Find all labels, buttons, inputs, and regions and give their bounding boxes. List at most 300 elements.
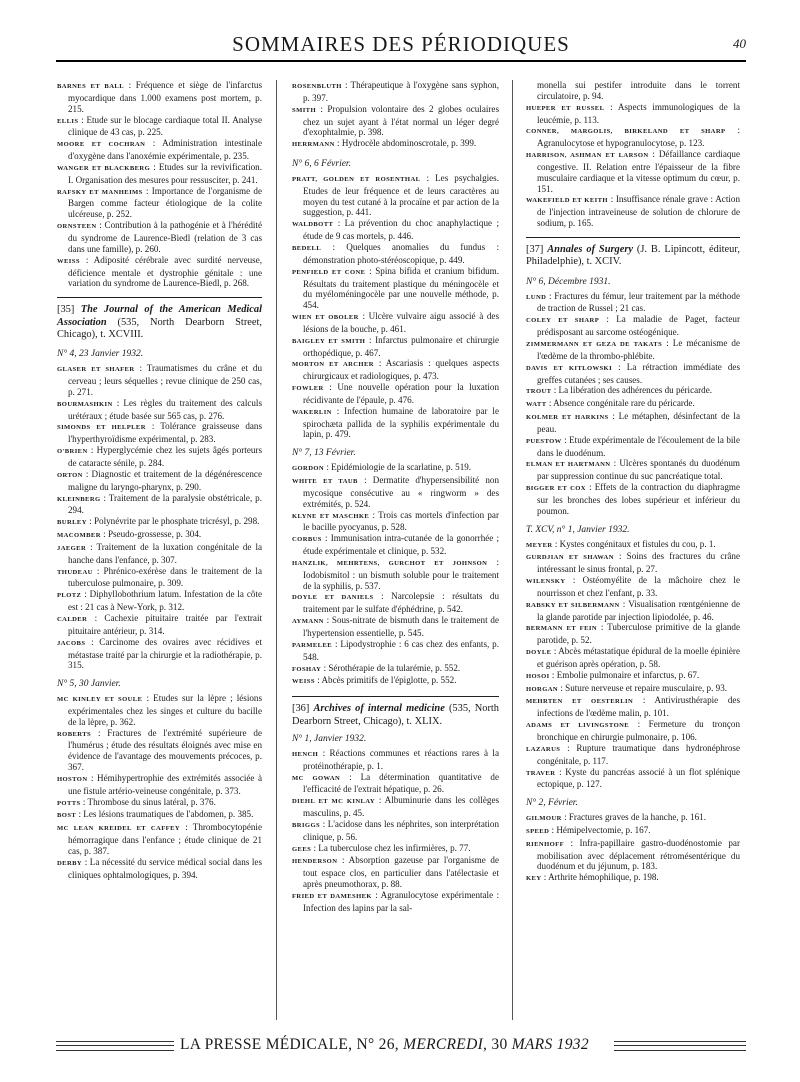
issue-date: N° 1, Janvier 1932.: [292, 734, 367, 744]
article-entry: [57, 822, 262, 857]
article-authors: MOORE ET COCHRAN: [57, 141, 146, 149]
article-title: : Ostéomyélite de la mâchoire chez le nourrisson et chez l'enfant, p. 33.: [537, 575, 740, 598]
article-title: : Aspects immunologiques de la leucémie, p. 113.: [537, 101, 741, 125]
article-entry: [526, 646, 740, 670]
article-title: : Fermeture du tronçon bronchique en chirurgie pulmonaire, p. 106.: [537, 719, 740, 742]
article-title: : Rupture traumatique dans hydronéphrose congénitale, p. 117.: [537, 742, 740, 766]
entry-list: [292, 173, 499, 440]
article-title: : Etudes sur la lèpre ; lésions expérimentales chez les singes et culture du bacille de la lèpre, p. 362.: [68, 693, 263, 727]
article-title: : Quelques anomalies du fundus : démonstration photo-stéréoscopique, p. 449.: [303, 241, 500, 265]
article-authors: BARNES ET BALL: [57, 83, 124, 90]
article-title: : Administration intestinale d'oxygène dans l'anoxémie expérimentale, p. 235.: [68, 138, 262, 162]
article-authors: LAZARUS: [526, 745, 561, 753]
article-title: : Immunisation intra-cutanée de la gonorrhée ; étude expérimentale et clinique, p. 532.: [303, 533, 499, 557]
article-title: : Thrombose du sinus latéral, p. 376.: [82, 796, 216, 807]
article-authors: HOSOI: [526, 672, 550, 680]
footer-text: [180, 1036, 589, 1054]
article-title: : Fractures de l'extrémité supérieure de l'humérus ; étude des résultats éloignés avec mise en évidence de l'avantage des mouvements précoces, p. 367.: [68, 727, 262, 773]
article-entry: [57, 80, 262, 115]
article-authors: KLEINBERG: [57, 495, 101, 503]
article-title: : Kystes congénitaux et fistules du cou, p. 1.: [554, 538, 716, 549]
article-entry: [526, 102, 740, 126]
article-title: : Cachexie pituitaire traitée par l'extrait pituitaire antérieur, p. 314.: [68, 612, 262, 636]
article-authors: O'BRIEN: [57, 448, 88, 456]
article-authors: HARRISON, ASHMAN ET LARSON: [526, 152, 649, 160]
article-entry: [526, 314, 740, 338]
article-entry: [292, 80, 499, 104]
article-authors: ORTON: [57, 471, 83, 479]
issue-date: N° 6, 6 Février.: [292, 159, 351, 170]
article-authors: TRAVER: [526, 769, 556, 777]
article-entry: [57, 693, 262, 728]
article-entry: [292, 104, 499, 139]
article-authors: GILMOUR: [526, 815, 562, 823]
article-title: : Diagnostic et traitement de la dégénérescence maligne du laryngo-pharynx, p. 290.: [68, 468, 262, 492]
article-authors: DOYLE ET DANIELS: [292, 594, 374, 602]
article-authors: BERMANN ET FEIN: [526, 625, 598, 633]
article-entry: [292, 406, 499, 441]
article-entry: [292, 819, 499, 843]
article-authors: AYMANN: [292, 618, 324, 626]
article-entry: [292, 795, 499, 819]
article-entry: [57, 728, 262, 773]
column-divider: [276, 80, 277, 1020]
entry-list: [57, 693, 262, 881]
article-entry: [292, 890, 499, 914]
article-title: : Suture nerveuse et repaire musculaire, p. 93.: [560, 682, 728, 693]
article-entry: [526, 575, 740, 599]
article-entry: [57, 398, 262, 422]
article-entry: [526, 551, 740, 575]
journal-info: (J. B. Lipincott, éditeur, Philadelphie), t. XCIV.: [526, 243, 740, 268]
article-authors: MC LEAN KREIDEL ET CAFFEY: [57, 825, 181, 833]
article-entry: [57, 797, 262, 810]
article-title: : Etudes sur la revivification. I. Organisation des mesures pour ressusciter, p. 241.: [68, 161, 262, 185]
article-title: : Etude sur le blocage cardiaque total II. Analyse clinique de 43 cas, p. 225.: [68, 114, 262, 138]
article-entry: [57, 589, 262, 613]
article-authors: GLASER ET SHAFER: [57, 366, 135, 374]
article-authors: HANZLIK, MEHRTENS, GURCHOT ET JOHNSON: [292, 559, 488, 567]
article-title: : Hémipelvectomie, p. 167.: [551, 824, 651, 835]
article-entry: [526, 695, 740, 719]
article-entry: [292, 218, 499, 242]
article-entry: [526, 385, 740, 398]
article-entry: [526, 435, 740, 459]
article-title: : Hydrocèle abdominoscrotale, p. 399.: [337, 138, 477, 149]
article-title: : Fréquence et siège de l'infarctus myocardique dans 1.000 examens post mortem, p. 215.: [68, 80, 263, 114]
article-authors: POTTS: [57, 799, 81, 807]
article-entry: [526, 812, 740, 825]
article-authors: WAKERLIN: [292, 408, 332, 416]
article-entry: [292, 510, 499, 534]
article-authors: BAIGLEY ET SMITH: [292, 337, 366, 345]
article-title: : Agranulocytose et hypogranulocytose, p. 123.: [537, 125, 740, 149]
article-entry: [526, 125, 740, 149]
journal-heading: [526, 244, 740, 269]
entry-list: [292, 462, 499, 688]
article-authors: ELLIS: [57, 117, 79, 125]
article-title: : Thérapeutique à l'oxygène sans syphon, p. 397.: [303, 80, 499, 103]
article-title: : Arthrite hémophilique, p. 198.: [543, 872, 659, 883]
article-title: : La libération des adhérences du péricarde.: [553, 385, 713, 396]
footer-rule: [614, 1041, 746, 1051]
article-authors: WIEN ET OBOLER: [292, 314, 359, 322]
article-authors: FOWLER: [292, 385, 324, 393]
article-entry: [526, 767, 740, 791]
article-entry: [292, 138, 499, 151]
article-title: : Spina bifida et cranium bifidum. Résultats du traitement plastique du méningocèle et du myéloméningocèle par une nouvelle méthode, p. 454.: [303, 265, 500, 311]
article-entry: [57, 220, 262, 255]
article-authors: HOSTON: [57, 775, 88, 783]
issue-date: T. XCV, n° 1, Janvier 1932.: [526, 524, 630, 535]
article-title: : Fractures graves de la hanche, p. 161.: [564, 812, 706, 823]
article-entry: [57, 138, 262, 162]
article-title: : Importance de l'organisme de Bargen comme facteur étiologique de la colite ulcéreuse, p. 252.: [68, 185, 262, 220]
article-authors: DIEHL ET MC KINLAY: [292, 798, 376, 806]
article-authors: WEISS: [292, 678, 315, 686]
article-authors: MEYER: [526, 541, 553, 549]
page-number: 40: [733, 36, 746, 51]
article-title: : Les règles du traitement des calculs urétéraux ; étude basée sur 565 cas, p. 276.: [68, 397, 262, 421]
article-title: : Iodobismitol : un bismuth soluble pour le traitement de la syphilis, p. 537.: [303, 556, 500, 591]
article-title: : Sérothérapie de la tularémie, p. 552.: [323, 662, 461, 673]
article-entry: [292, 266, 499, 311]
entry-list: [526, 102, 740, 229]
entry-list: [526, 539, 740, 791]
article-entry: [57, 421, 262, 445]
article-authors: RIENHOFF: [526, 840, 565, 848]
entry-list: [57, 80, 262, 289]
journal-heading: [57, 304, 262, 341]
article-authors: FRIED ET DAMESHEK: [292, 892, 372, 900]
article-title: : Infection humaine de laboratoire par le spirochæta pallida de la syphilis expérimentale du lapin, p. 479.: [303, 405, 499, 440]
article-entry: [292, 675, 499, 688]
footer-weekday: MERCREDI,: [403, 1036, 488, 1053]
article-authors: MC KINLEY ET SOULE: [57, 696, 143, 704]
article-authors: KOLMER ET HARKINS: [526, 414, 609, 422]
section-rule: [292, 696, 499, 697]
article-title: : Adiposité cérébrale avec surdité nerveuse, déficience mentale et dystrophie génitale : une variation du syndrome de Laurence-Biedl, p. 268.: [68, 254, 262, 289]
article-entry: [526, 149, 740, 194]
journal-number: [35]: [57, 304, 75, 316]
article-title: : Sous-nitrate de bismuth dans le traitement de l'hypertension essentielle, p. 545.: [303, 615, 499, 638]
article-entry: [526, 362, 740, 386]
article-authors: ROBERTS: [57, 730, 92, 738]
article-authors: GEES: [292, 845, 312, 853]
article-title: : Traumatismes du crâne et du cerveau ; leurs séquelles ; revue clinique de 250 cas, p. 271.: [68, 363, 262, 397]
article-title: : Les psychalgies. Etudes de leur fréquence et de leurs caractères au moyen du test cutané à la procaïne et par action de la suggestion, p. 441.: [303, 172, 499, 218]
article-entry: [292, 639, 499, 663]
article-title: : Ulcères spontanés du duodénum par suppression continue du suc pancréatique total.: [537, 458, 740, 482]
article-authors: WEISS: [57, 257, 80, 265]
section-rule: [526, 237, 740, 238]
article-entry: [57, 115, 262, 139]
column-3: [526, 80, 740, 885]
article-title: : Thrombocytopénie hémorragique dans l'enfance ; étude clinique de 21 cas, p. 387.: [68, 822, 262, 856]
issue-date: N° 6, Décembre 1931.: [526, 276, 611, 287]
article-title: : L'acidose dans les néphrites, son interprétation clinique, p. 56.: [303, 818, 500, 842]
article-authors: WALDBOTT: [292, 221, 334, 229]
article-title: : Le mécanisme de l'œdème de la thrombo-phlébite.: [537, 338, 740, 361]
article-title: : La prévention du choc anaphylactique ; étude de 9 cas mortels, p. 446.: [303, 218, 499, 242]
article-entry: [57, 773, 262, 797]
article-authors: DAVIS ET KITLOWSKI: [526, 364, 613, 372]
article-title: : Antivirusthérapie des infections de l'œdème malin, p. 101.: [537, 695, 740, 719]
article-entry: [292, 557, 499, 592]
article-title: : Etude expérimentale de l'écoulement de la bile dans le duodénum.: [537, 434, 740, 458]
journal-number: [37]: [526, 243, 544, 255]
article-entry: [57, 809, 262, 822]
article-entry: [526, 398, 740, 411]
article-authors: WATT: [526, 401, 547, 409]
article-title: : Traitement de la paralysie obstétricale, p. 294.: [68, 492, 262, 516]
article-entry: [57, 613, 262, 637]
article-title: : Tuberculose primitive de la glande parotide, p. 52.: [537, 622, 741, 646]
article-authors: THUDEAU: [57, 568, 93, 576]
article-title: : Traitement de la luxation congénitale de la hanche dans l'enfance, p. 307.: [68, 541, 263, 565]
article-entry: [57, 162, 262, 186]
article-authors: BRIGGS: [292, 821, 321, 829]
article-authors: BURLEY: [57, 519, 87, 527]
article-authors: ADAMS ET LIVINGSTONE: [526, 722, 630, 730]
footer-rule: [56, 1041, 174, 1051]
article-authors: ROSENBLUTH: [292, 83, 342, 90]
footer-month-year: MARS 1932: [511, 1036, 589, 1053]
article-authors: JACOBS: [57, 639, 86, 647]
article-title: : Ulcère vulvaire aigu associé à des lésions de la bouche, p. 461.: [303, 311, 500, 334]
article-entry: [57, 516, 262, 529]
article-entry: [292, 772, 499, 796]
article-title: : Agranulocytose expérimentale : Infection des lapins par la sal-: [303, 889, 499, 913]
article-authors: HUEPER ET RUSSEL: [526, 104, 605, 112]
article-authors: GORDON: [292, 465, 325, 473]
article-entry: [57, 542, 262, 566]
article-entry: [292, 533, 499, 557]
article-entry: [526, 482, 740, 517]
article-title: : Dermatite d'hypersensibilité non mycosique consécutive au « ringworm » des extrémités, p. 524.: [303, 475, 499, 509]
article-entry: [292, 591, 499, 615]
article-title: : Diphyllobothrium latum. Infestation de la côte est : 21 cas à New-York, p. 312.: [68, 589, 262, 613]
article-authors: PUESTOW: [526, 437, 562, 445]
journal-number: [36]: [292, 703, 310, 715]
article-authors: DOYLE: [526, 649, 552, 657]
journal-title: The Journal of the American Medical Association: [57, 304, 262, 328]
article-entry: [526, 599, 740, 623]
journal-title: Annales of Surgery: [547, 243, 633, 255]
article-authors: KLYNE ET MASCHKE: [292, 512, 370, 520]
article-title: : Narcolepsie : résultats du traitement par le sulfate d'éphédrine, p. 542.: [303, 591, 499, 615]
article-authors: ZIMMERMANN ET GEZA DE TAKATS: [526, 341, 663, 348]
issue-date: N° 4, 23 Janvier 1932.: [57, 349, 144, 360]
article-title: : Contribution à la pathogénie et à l'hérédité du syndrome de Laurence-Biedl (relation de 3 cas dans une famille), p. 260.: [68, 220, 262, 254]
article-title: : Abcès métastatique épidural de la moelle épinière et guérison après opération, p. 58.: [537, 646, 740, 669]
article-title: : La détermination quantitative de l'efficacité de l'extrait hépatique, p. 26.: [303, 771, 500, 795]
column-divider: [512, 80, 513, 1020]
article-authors: COLEY ET SHARP: [526, 317, 600, 325]
article-entry: [526, 194, 740, 229]
entry-list: [292, 80, 499, 151]
article-authors: BOST: [57, 812, 77, 820]
article-title: : Ascariasis : quelques aspects chirurgicaux et radiologiques, p. 473.: [303, 358, 500, 382]
article-title: : Propulsion volontaire des 2 globes oculaires chez un sujet ayant à l'état normal un léger degré d'exophtalmie, p. 398.: [303, 103, 500, 138]
article-entry: [292, 462, 499, 475]
journal-info: (535, North Dearborn Street, Chicago), t. XCVIII.: [57, 316, 262, 340]
entry-list: [526, 291, 740, 517]
article-authors: JAEGER: [57, 544, 87, 552]
article-authors: ELMAN ET HARTMANN: [526, 461, 611, 469]
article-entry: [526, 670, 740, 683]
header-rule: [56, 60, 746, 62]
article-authors: SIMONDS ET HELPLER: [57, 424, 146, 432]
article-authors: BEDELL: [292, 244, 322, 252]
section-rule: [57, 297, 262, 298]
article-title: : Fractures du fémur, leur traitement par la méthode de traction de Russel ; 21 cas.: [537, 290, 740, 314]
article-title: : Albuminurie dans les collèges masculins, p. 45.: [303, 795, 500, 819]
issue-date: N° 2, Février.: [526, 798, 578, 809]
article-title: : Une nouvelle opération pour la luxation récidivante de l'épaule, p. 476.: [303, 382, 499, 405]
article-authors: HENDERSON: [292, 858, 338, 866]
article-authors: PARMELEE: [292, 641, 333, 649]
article-authors: PRATT, GOLDEN ET ROSENTHAL: [292, 175, 421, 183]
continued-text: monella sui pestifer introduite dans le torrent circulatoire, p. 94.: [537, 80, 740, 101]
article-authors: WANGER ET BLACKBERG: [57, 164, 151, 172]
article-authors: RABSKY ET SILBERMANN: [526, 601, 620, 609]
article-entry: [526, 825, 740, 838]
article-title: : Les lésions traumatiques de l'abdomen, p. 385.: [78, 809, 254, 820]
entry-list: [292, 748, 499, 914]
article-title: : Insuffisance rénale grave : Action de l'injection intraveineuse de solution de chlorure de sodium, p. 165.: [537, 194, 740, 229]
article-title: : Défaillance cardiaque congestive. II. Relation entre l'épaisseur de la fibre musculaire cardiaque et la vitesse optimum du cœur, p. 151.: [537, 149, 740, 194]
article-authors: TROUT: [526, 388, 552, 396]
article-entry: [292, 242, 499, 266]
article-title: : Embolie pulmonaire et infarctus, p. 67.: [551, 669, 700, 680]
article-entry: [292, 615, 499, 639]
article-title: : Abcès primitifs de l'épiglotte, p. 552.: [317, 675, 457, 686]
article-entry: [526, 743, 740, 767]
article-authors: WILENSKY: [526, 578, 566, 586]
article-authors: PLOTZ: [57, 592, 82, 600]
article-authors: MEHRTEN ET OESTERLIN: [526, 698, 634, 706]
article-entry: [57, 566, 262, 590]
article-entry: [57, 445, 262, 469]
article-entry: [57, 363, 262, 398]
article-title: : Hyperglycémie chez les sujets âgés porteurs de cataracte sénile, p. 284.: [68, 445, 262, 468]
article-authors: SPEED: [526, 827, 550, 835]
article-entry: [292, 475, 499, 510]
journal-info: (535, North Dearborn Street, Chicago), t. XLIX.: [292, 703, 499, 727]
issue-date: N° 7, 13 Février.: [292, 448, 356, 459]
journal-title: Archives of internal medicine: [313, 703, 445, 715]
article-title: : Infarctus pulmonaire et chirurgie orthopédique, p. 467.: [303, 334, 500, 358]
article-entry: [292, 311, 499, 335]
column-1: [57, 80, 262, 881]
article-entry: [57, 637, 262, 672]
journal-heading: [292, 703, 499, 728]
article-entry: [526, 622, 740, 646]
article-entry: [292, 748, 499, 772]
article-title: : Soins des fractures du crâne intéressant le sinus frontal, p. 27.: [537, 551, 741, 575]
article-authors: WHITE ET TAUB: [292, 478, 358, 485]
footer-day: 30: [491, 1036, 508, 1053]
article-entry: [292, 173, 499, 218]
column-2: [292, 80, 499, 914]
article-title: : Visualisation rœntgénienne de la glande parotide par injection lipiodolée, p. 46.: [537, 598, 740, 622]
article-entry: [526, 838, 740, 873]
article-title: : Carcinome des ovaires avec récidives et métastase traité par la chirurgie et la radiothérapie, p. 315.: [68, 636, 262, 671]
article-title: : Absorption gazeuse par l'organisme de tout espace clos, en particulier dans l'atélectasie et après pneumothorax, p. 88.: [303, 855, 499, 890]
article-entry: [57, 857, 262, 881]
article-entry: [526, 719, 740, 743]
article-authors: HENCH: [292, 750, 319, 758]
article-entry: [526, 683, 740, 696]
article-entry: [526, 539, 740, 552]
article-authors: BOURMASHKIN: [57, 400, 113, 408]
article-authors: CORBUS: [292, 536, 322, 544]
article-authors: CONNER, MARGOLIS, BIRKELAND ET SHARP: [526, 128, 726, 136]
article-entry: [292, 663, 499, 676]
article-authors: ORNSTEEN: [57, 223, 97, 231]
article-title: : Le métaphen, désinfectant de la peau.: [537, 411, 740, 434]
article-entry: [292, 855, 499, 890]
entry-list: [57, 363, 262, 671]
article-title: : Absence congénitale rare du péricarde.: [548, 398, 695, 409]
issue-date: N° 5, 30 Janvier.: [57, 679, 121, 690]
article-title: : Lipodystrophie : 6 cas chez des enfants, p. 548.: [303, 638, 499, 662]
article-authors: HORGAN: [526, 685, 559, 693]
article-authors: MC GOWAN: [292, 774, 341, 782]
article-authors: DERBY: [57, 859, 83, 867]
page-title: SOMMAIRES DES PÉRIODIQUES: [232, 32, 570, 56]
entry-list: [526, 812, 740, 885]
article-authors: LUND: [526, 293, 547, 301]
article-entry: [292, 358, 499, 382]
article-authors: HERRMANN: [292, 141, 335, 149]
article-authors: MORTON ET ARCHER: [292, 361, 374, 369]
article-authors: MACOMBER: [57, 532, 101, 540]
article-entry: [57, 255, 262, 290]
article-title: : La maladie de Paget, facteur prédisposant au sarcome ostéogénique.: [537, 314, 740, 338]
article-title: : La rétraction immédiate des greffes cutanées ; ses causes.: [537, 361, 740, 385]
article-authors: PENFIELD ET CONE: [292, 268, 366, 276]
article-entry: [526, 411, 740, 435]
article-entry: [57, 529, 262, 542]
article-title: : Effets de la contraction du diaphragme sur les bronches des lobes supérieur et inférieur du poumon.: [537, 482, 740, 516]
article-entry: [526, 291, 740, 315]
article-entry: [526, 458, 740, 482]
page-header: [56, 28, 746, 62]
article-title: : Pseudo-grossesse, p. 304.: [103, 529, 202, 540]
article-entry: [292, 382, 499, 406]
article-authors: SMITH: [292, 106, 316, 114]
footer-journal: LA PRESSE MÉDICALE, N° 26,: [180, 1036, 399, 1053]
article-authors: KEY: [526, 875, 542, 883]
article-title: : Epidémiologie de la scarlatine, p. 519.: [326, 462, 472, 473]
article-authors: CALDER: [57, 615, 88, 623]
article-title: : Réactions communes et réactions rares à la protéinothérapie, p. 1.: [303, 747, 499, 771]
article-entry: [57, 186, 262, 221]
article-title: : Tolérance graisseuse dans l'hyperthyroïdisme expérimental, p. 283.: [68, 421, 262, 445]
article-authors: BIGGER ET COX: [526, 485, 586, 493]
article-entry: [526, 338, 740, 362]
article-title: : La nécessité du service médical social dans les cliniques ophtalmologiques, p. 394.: [68, 856, 262, 880]
article-entry: [292, 335, 499, 359]
article-title: : Phrénico-exérèse dans le traitement de la tuberculose pulmonaire, p. 309.: [68, 565, 262, 589]
article-authors: WAKEFIELD ET KEITH: [526, 197, 608, 205]
article-title: : Hémihypertrophie des extrémités associée à une fistule artério-veineuse congénitale, p. 373.: [68, 772, 262, 796]
article-authors: GURDJIAN ET SHAWAN: [526, 554, 614, 562]
article-authors: RAFSKY ET MANHEIMS: [57, 188, 143, 196]
article-title: : La tuberculose chez les infirmières, p. 77.: [313, 842, 471, 853]
